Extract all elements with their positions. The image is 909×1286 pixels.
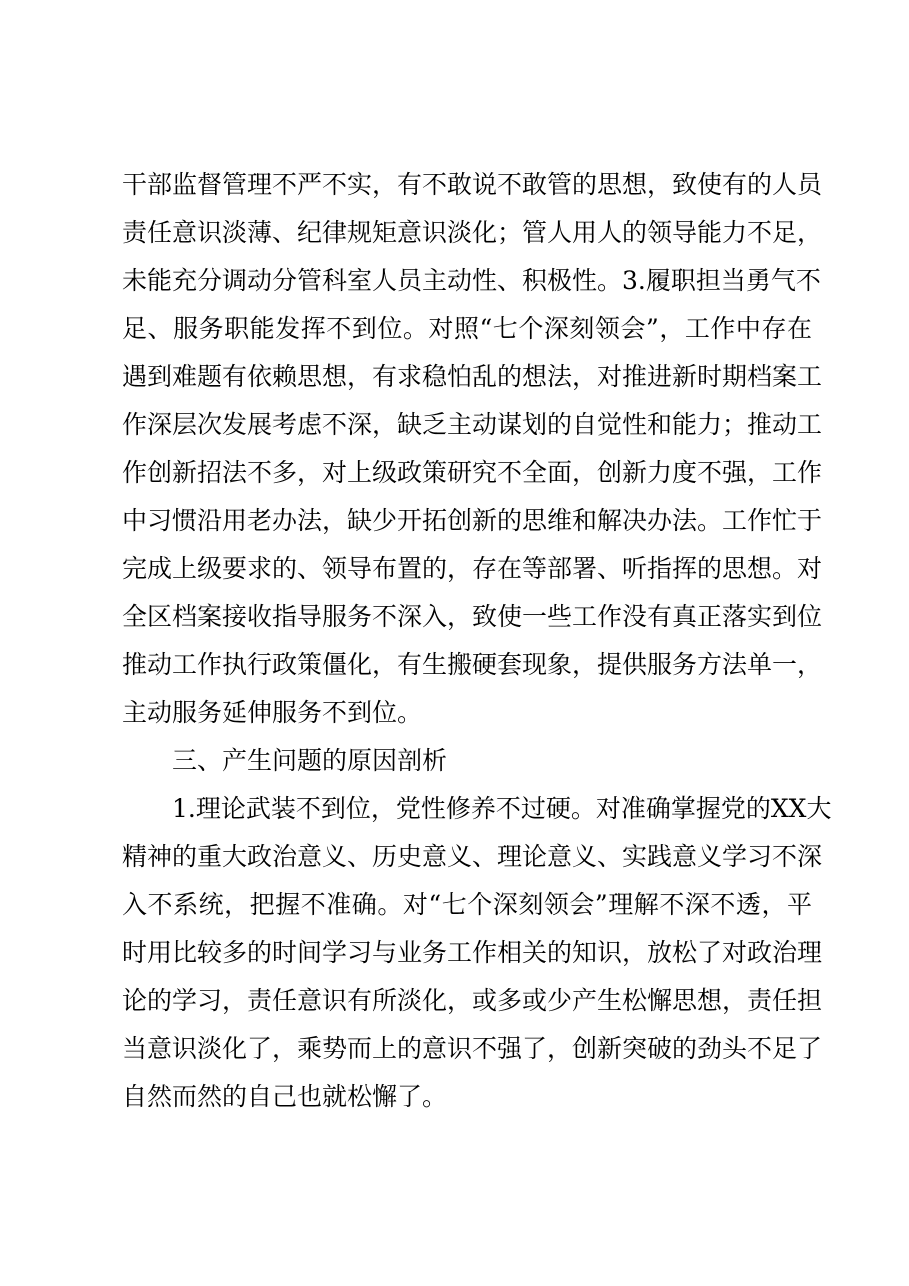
- paragraph-line: 入不系统，把握不准确。对“七个深刻领会”理解不深不透，平: [122, 890, 812, 919]
- paragraph-line: 未能充分调动分管科室人员主动性、积极性。3.履职担当勇气不: [122, 266, 821, 295]
- paragraph-line: 作创新招法不多，对上级政策研究不全面，创新力度不强，工作: [122, 458, 823, 487]
- paragraph-line: 干部监督管理不严不实，有不敢说不敢管的思想，致使有的人员: [122, 170, 823, 199]
- paragraph-line: 自然而然的自己也就松懈了。: [122, 1082, 448, 1111]
- paragraph-line: 1.理论武装不到位，党性修养不过硬。对准确掌握党的XX大: [172, 794, 832, 823]
- paragraph-line: 责任意识淡薄、纪律规矩意识淡化；管人用人的领导能力不足，: [122, 218, 823, 247]
- paragraph-line: 主动服务延伸服务不到位。: [122, 698, 423, 727]
- paragraph-line: 全区档案接收指导服务不深入，致使一些工作没有真正落实到位: [122, 602, 823, 631]
- paragraph-line: 论的学习，责任意识有所淡化，或多或少产生松懈思想，责任担: [122, 986, 823, 1015]
- paragraph-line: 足、服务职能发挥不到位。对照“七个深刻领会”，工作中存在: [122, 314, 812, 343]
- paragraph-line: 时用比较多的时间学习与业务工作相关的知识，放松了对政治理: [122, 938, 823, 967]
- paragraph-line: 中习惯沿用老办法，缺少开拓创新的思维和解决办法。工作忙于: [122, 506, 823, 535]
- paragraph-line: 作深层次发展考虑不深，缺乏主动谋划的自觉性和能力；推动工: [122, 410, 823, 439]
- paragraph-line: 遇到难题有依赖思想，有求稳怕乱的想法，对推进新时期档案工: [122, 362, 823, 391]
- paragraph-line: 完成上级要求的、领导布置的，存在等部署、听指挥的思想。对: [122, 554, 823, 583]
- paragraph-line: 推动工作执行政策僵化，有生搬硬套现象，提供服务方法单一，: [122, 650, 823, 679]
- paragraph-line: 当意识淡化了，乘势而上的意识不强了，创新突破的劲头不足了: [122, 1034, 823, 1063]
- paragraph-line: 精神的重大政治意义、历史意义、理论意义、实践意义学习不深: [122, 842, 823, 871]
- section-heading: 三、产生问题的原因剖析: [172, 746, 448, 775]
